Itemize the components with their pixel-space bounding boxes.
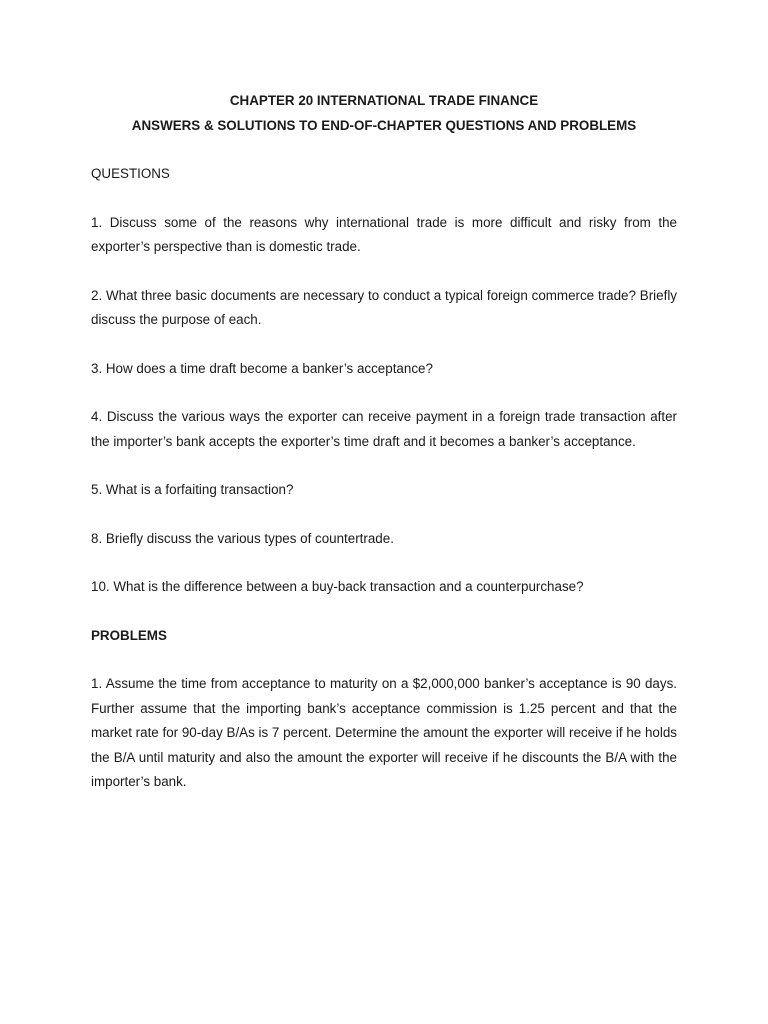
problems-heading: PROBLEMS [91,627,167,643]
question-item-3: 3. How does a time draft become a banker’s acceptance? [91,360,433,376]
question-item-10: 10. What is the difference between a buy-back transaction and a counterpurchase? [91,579,584,594]
document-content [91,90,677,795]
questions-heading: QUESTIONS [91,166,170,181]
question-item-8: 8. Briefly discuss the various types of countertrade. [91,530,394,546]
question-item-5: 5. What is a forfaiting transaction? [91,482,294,497]
question-item-1: 1. Discuss some of the reasons why international trade is more difficult and risky from the exporter’s perspective than is domestic trade. [91,214,677,254]
question-item-4: 4. Discuss the various ways the exporter can receive payment in a foreign trade transaction after the importer’s bank accepts the exporter’s time draft and it becomes a banker’s acceptance. [91,409,677,449]
document-subtitle: ANSWERS & SOLUTIONS TO END-OF-CHAPTER QUESTIONS AND PROBLEMS [131,118,637,133]
chapter-title: CHAPTER 20 INTERNATIONAL TRADE FINANCE [229,93,539,108]
question-item-2: 2. What three basic documents are necessary to conduct a typical foreign commerce trade? Briefly discuss the purpose of each. [91,287,677,327]
problem-item-1: 1. Assume the time from acceptance to maturity on a $2,000,000 banker’s acceptance is 90 days. Further assume that the importing bank’s acceptance commission is 1.25 percent and that the market rate for 90-day B/As is 7 percent. Determine the amount the exporter will receive if he holds the B/A until maturity and also the amount the exporter will receive if he discounts the B/A with the importer’s bank. [91,676,677,789]
